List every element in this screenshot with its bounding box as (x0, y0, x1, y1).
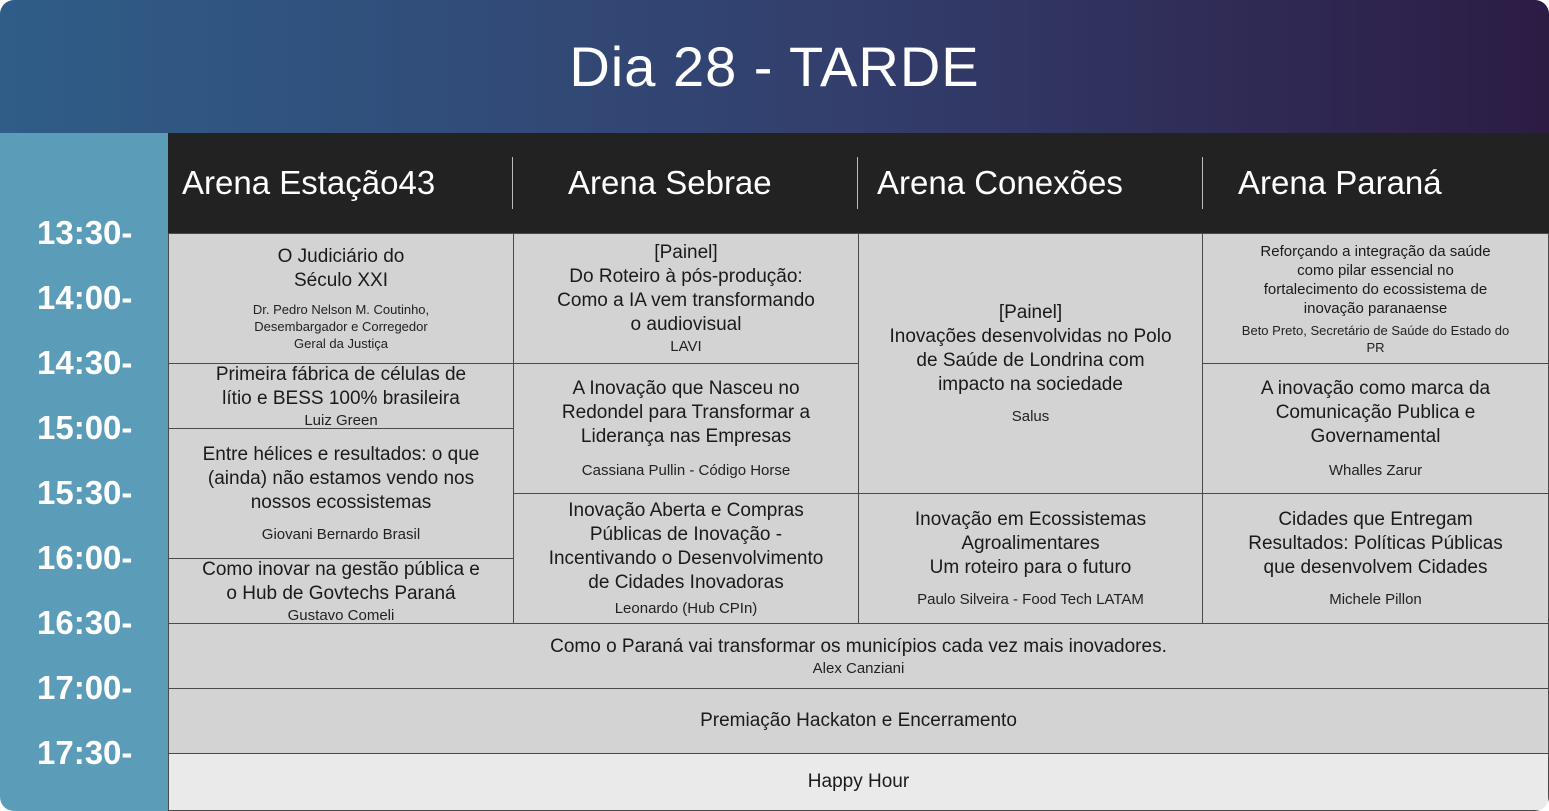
session-speaker: Dr. Pedro Nelson M. Coutinho, Desembargador e Corregedor Geral da Justiça (252, 302, 430, 351)
session-speaker: Giovani Bernardo Brasil (261, 526, 421, 543)
session-card[interactable] (858, 493, 1203, 624)
session-title: Happy Hour (807, 771, 910, 792)
time-label: 16:00- (37, 539, 133, 576)
time-sidebar (0, 133, 168, 811)
arena-estacao43: Arena Estação43 (182, 164, 436, 201)
session-speaker: Paulo Silveira - Food Tech LATAM (917, 591, 1144, 608)
time-label: 17:30- (37, 734, 133, 771)
session-card[interactable] (513, 493, 859, 624)
session-card[interactable] (1202, 363, 1549, 494)
time-label: 17:00- (37, 669, 133, 706)
arena-divider (512, 157, 513, 209)
session-speaker: LAVI (670, 338, 702, 355)
session-card[interactable] (168, 233, 514, 364)
session-speaker: Leonardo (Hub CPIn) (614, 600, 758, 617)
session-card-full[interactable] (168, 623, 1549, 689)
session-card[interactable] (858, 233, 1203, 494)
session-speaker: Cassiana Pullin - Código Horse (581, 462, 791, 479)
session-title: Inovação em Ecossistemas Agroalimentares Um roteiro para o futuro (914, 509, 1147, 578)
arena-parana: Arena Paraná (1238, 164, 1442, 201)
session-speaker: Michele Pillon (1329, 591, 1422, 608)
session-title: Premiação Hackaton e Encerramento (700, 710, 1017, 731)
arena-sebrae: Arena Sebrae (568, 164, 772, 201)
session-card[interactable] (168, 363, 514, 429)
happy-hour-card[interactable] (168, 753, 1549, 811)
session-title: O Judiciário do Século XXI (277, 246, 405, 291)
session-speaker: Whalles Zarur (1328, 462, 1423, 479)
session-title: Como o Paraná vai transformar os municípios cada vez mais inovadores. (550, 635, 1167, 657)
session-speaker: Luiz Green (304, 411, 378, 429)
session-title: Inovação Aberta e Compras Públicas de Inovação - Incentivando o Desenvolvimento de Cidades Inovadoras (548, 500, 824, 593)
session-title: Reforçando a integração da saúde como pilar essencial no fortalecimento do ecossistema de inovação paranaense (1260, 242, 1491, 317)
session-title: [Painel] Inovações desenvolvidas no Polo de Saúde de Londrina com impacto na sociedade (889, 302, 1172, 395)
time-label: 14:00- (37, 279, 133, 316)
session-title: A Inovação que Nasceu no Redondel para Transformar a Liderança nas Empresas (561, 378, 811, 447)
time-label: 15:30- (37, 474, 133, 511)
session-card[interactable] (1202, 493, 1549, 624)
session-card[interactable] (1202, 233, 1549, 364)
session-card-full[interactable] (168, 688, 1549, 754)
session-card[interactable] (513, 233, 859, 364)
arena-header-bar (168, 133, 1549, 233)
session-card[interactable] (513, 363, 859, 494)
session-speaker: Gustavo Comeli (287, 606, 395, 624)
session-title: Primeira fábrica de células de lítio e BESS 100% brasileira (215, 363, 467, 409)
arena-divider (1202, 157, 1203, 209)
session-title: Como inovar na gestão pública e o Hub de Govtechs Paraná (202, 558, 480, 604)
session-speaker: Alex Canziani (812, 659, 905, 677)
time-label: 14:30- (37, 344, 133, 381)
session-title: [Painel] Do Roteiro à pós-produção: Como a IA vem transformando o audiovisual (557, 242, 815, 335)
session-title: Cidades que Entregam Resultados: Políticas Públicas que desenvolvem Cidades (1248, 509, 1503, 578)
session-title: Entre hélices e resultados: o que (ainda) não estamos vendo nos nossos ecossistemas (202, 444, 480, 513)
time-label: 13:30- (37, 214, 133, 251)
time-label: 15:00- (37, 409, 133, 446)
session-speaker: Salus (1011, 408, 1050, 425)
time-label: 16:30- (37, 604, 133, 641)
session-title: A inovação como marca da Comunicação Publica e Governamental (1260, 378, 1491, 447)
arena-conexoes: Arena Conexões (877, 164, 1123, 201)
session-card[interactable] (168, 428, 514, 559)
session-card[interactable] (168, 558, 514, 624)
arena-divider (857, 157, 858, 209)
session-speaker: Beto Preto, Secretário de Saúde do Estado do PR (1241, 322, 1510, 355)
page-title: Dia 28 - TARDE (0, 0, 1549, 133)
